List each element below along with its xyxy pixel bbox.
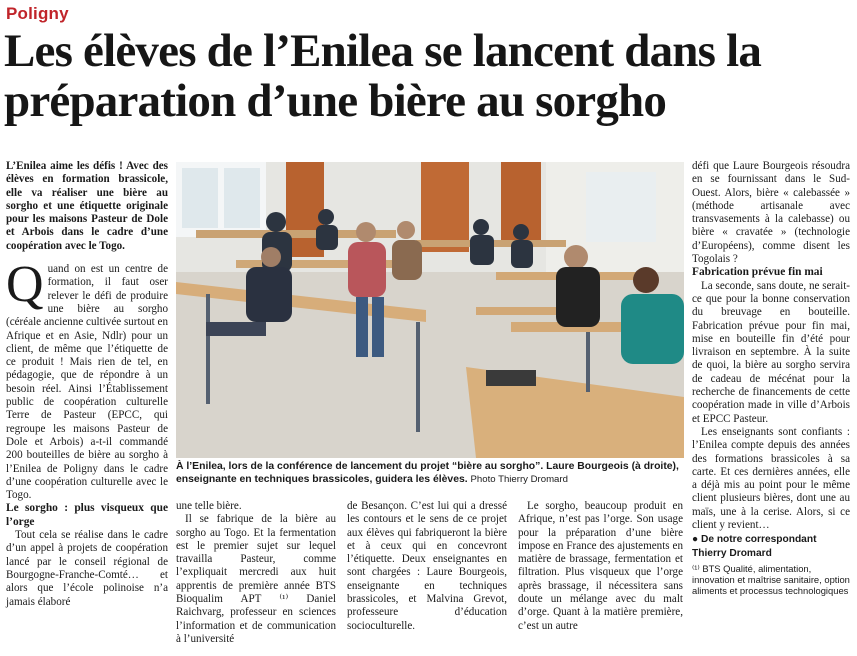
body-paragraph (6, 256, 169, 502)
classroom-illustration (176, 162, 684, 458)
section-kicker: Poligny (6, 4, 69, 23)
article-column-4 (518, 500, 683, 633)
body-paragraph: Il se fabrique de la bière au sorgho au Togo. Et la fermentation est le premier sujet sur lequel travailla Pasteur, comme l’expliquait mercredi aux huit apprentis de première année BTS Bioqualim APT ⁽¹⁾ Daniel Raichvarg, professeur en sciences l’information et de communication à l’université (176, 513, 336, 645)
body-paragraph: Les enseignants sont confiants : l’Enilea compte depuis des années des formations brassicoles à sa carte. Et ces dernières années, elle a déjà mis au point pour le même client plusieurs bières, dont une au maïs, une à la cerise. Alors, si ce client y revient… (692, 425, 850, 532)
body-text: uand on est un centre de formation, il faut oser relever le défi de produire une bière au sorgho (céréale ancienne cultivée surtout en Afrique et en Asie, Ndlr) pour un client, de même que l’étiquette de ce produit ! Mais rien de tel, en pédagogie, que de répondre à un besoin réel. Ainsi l’Établissement public de coopération culturelle Terre de Pasteur (EPCC, qui regroupe les maisons Pasteur de Dole et Arbois) a-t-il commandé 200 bouteilles de bière au sorgho à l’Enilea de Poligny dans le cadre d’une coopération culturelle avec le Togo. (6, 263, 169, 502)
lead-paragraph: L’Enilea aime les défis ! Avec des élèves en formation brassicole, elle va réaliser une bière au sorgho et une étiquette originale pour les maisons Pasteur de Dole et Arbois dans le cadre d’une coopération avec le Togo. (6, 160, 168, 252)
article-column-2 (176, 500, 336, 646)
footnote: ⁽¹⁾ BTS Qualité, alimentation, innovation et maîtrise sanitaire, option aliments et processus technologiques (692, 563, 850, 597)
byline-author: Thierry Dromard (692, 548, 772, 560)
photo-credit: Photo Thierry Dromard (470, 473, 568, 485)
classroom-photo (176, 162, 684, 458)
body-paragraph: une telle bière. (176, 500, 242, 512)
body-paragraph: défi que Laure Bourgeois résoudra en se fournissant dans le Sud-Ouest. Alors, bière « calebassée » (méthode artisanale avec transvasements à la calebasse) ou bière « cravatée » (technologie d’Européens), comme disent les Togolais ? (692, 160, 850, 266)
headline: Les élèves de l’Enilea se lancent dans la préparation d’une bière au sorgho (4, 25, 762, 127)
drop-cap: Q (6, 256, 44, 314)
body-paragraph: Le sorgho, beaucoup produit en Afrique, n’est pas l’orge. Son usage pour la préparation d’une bière impose en France des ajustements en matière de brassage, fermentation et filtration. Plus visqueux que l’orge après brassage, il nécessitera sans doute un mélange avec du malt d’orge. Quant à la matière première, c’est un autre (518, 500, 683, 632)
body-paragraph: La seconde, sans doute, ne serait-ce que pour la bonne conservation du breuvage en bouteille. Fabrication prévue pour fin mai, mise en bouteille fin d’été pour livraison en septembre. À la suite de quoi, la bière au sorgho servira de cadeau de mécénat pour la recherche de financements de cette coopération made in ville d’Arbois et EPCC Pasteur. (692, 279, 850, 425)
subhead-fabrication: Fabrication prévue fin mai (692, 266, 823, 279)
article-column-3 (347, 500, 507, 633)
caption-text: À l’Enilea, lors de la conférence de lancement du projet “bière au sorgho”. Laure Bourgeois (à droite), enseignante en techniques brassicoles, guidera les élèves. (176, 461, 679, 485)
body-paragraph: Tout cela se réalise dans le cadre d’un appel à projets de coopération lancé par le conseil régional de Bourgogne-Franche-Comté… et alors que l’école polinoise n’a jamais élaboré (6, 529, 168, 608)
photo-caption (176, 461, 684, 486)
article-column-1 (6, 160, 168, 609)
subhead-sorgho: Le sorgho : plus visqueux que l’orge (6, 502, 168, 528)
byline-label: ● De notre correspondant (692, 534, 817, 546)
body-paragraph: de Besançon. C’est lui qui a dressé les contours et le sens de ce projet aux élèves qui fabriqueront la bière et à ceux qui en concevront l’étiquette. Deux enseignantes en sont chargées : Laure Bourgeois, enseignante en techniques brassicoles, et Malvina Grevot, professeure d’éducation socioculturelle. (347, 500, 507, 632)
article-column-5 (692, 160, 850, 596)
